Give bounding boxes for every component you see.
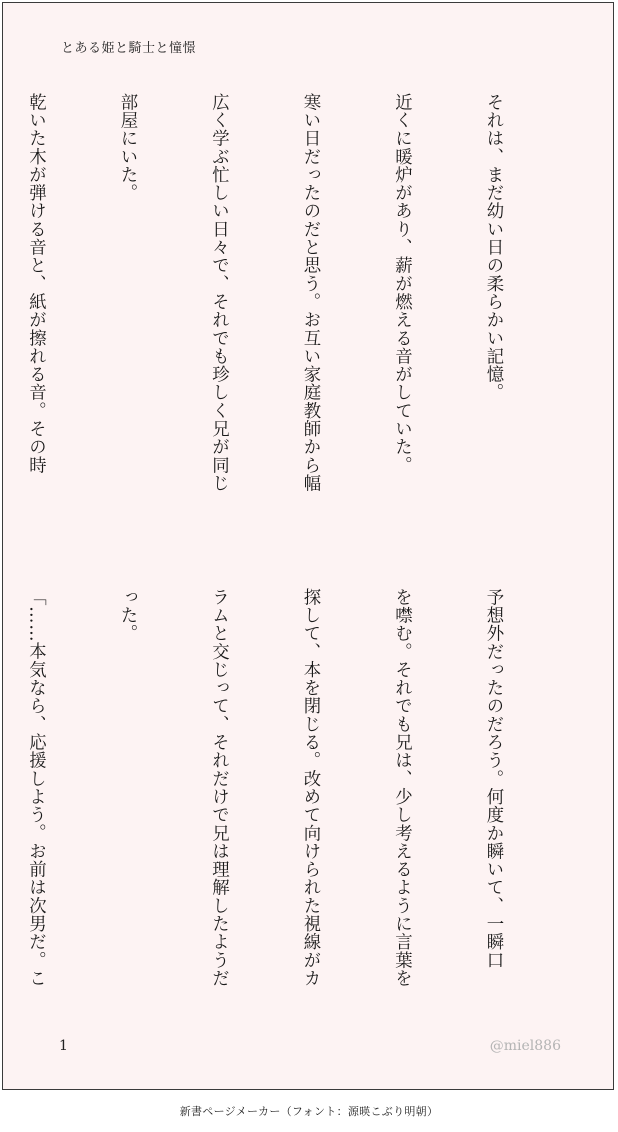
text-line: 「……本気なら、応援しよう。お前は次男だ。こ — [25, 588, 46, 988]
footer-credit: 新書ページメーカー（フォント：源暎こぶり明朝） — [179, 1105, 439, 1118]
text-line: 探して、本を閉じる。改めて向けられた視線がカ — [300, 588, 320, 988]
text-line: 広く学ぶ忙しい日々で、それでも珍しく兄が同じ — [208, 93, 229, 493]
text-column-top — [0, 93, 569, 549]
text-line: った。 — [117, 588, 137, 643]
book-page — [2, 2, 614, 1090]
text-column-bottom — [0, 588, 569, 1044]
header-title: とある姫と騎士と憧憬 — [61, 41, 197, 56]
author-handle: @miel886 — [489, 1038, 561, 1054]
text-line: それは、まだ幼い日の柔らかい記憶。 — [483, 93, 503, 402]
text-line: 部屋にいた。 — [117, 93, 137, 202]
text-line: 予想外だったのだろう。何度か瞬いて、一瞬口 — [483, 588, 503, 970]
text-line: ラムと交じって、それだけで兄は理解したようだ — [208, 588, 229, 988]
text-line: 寒い日だったのだと思う。お互い家庭教師から幅 — [300, 93, 320, 493]
page-number: 1 — [59, 1038, 68, 1054]
text-line: 乾いた木が弾ける音と、紙が擦れる音。その時 — [25, 93, 46, 475]
text-line: 近くに暖炉があり、薪が燃える音がしていた。 — [391, 93, 412, 475]
text-line: を噤む。それでも兄は、少し考えるように言葉を — [391, 588, 412, 988]
